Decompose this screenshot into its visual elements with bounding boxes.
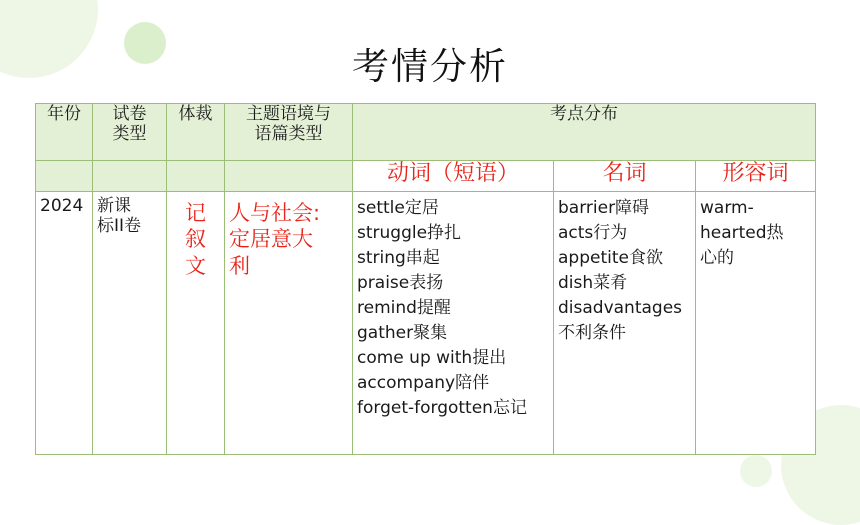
cell-paper-type bbox=[93, 192, 167, 455]
noun-item: barrier障碍 bbox=[558, 198, 650, 218]
header-year: 年份 bbox=[36, 104, 93, 161]
verb-item: gather聚集 bbox=[357, 323, 448, 343]
cell-nouns bbox=[554, 192, 696, 455]
verb-item: settle定居 bbox=[357, 198, 439, 218]
noun-item: appetite食欲 bbox=[558, 248, 663, 268]
noun-item: acts行为 bbox=[558, 223, 628, 243]
cell-genre bbox=[167, 192, 225, 455]
subheader-empty-2 bbox=[93, 161, 167, 192]
subheader-empty-3 bbox=[167, 161, 225, 192]
verb-item: accompany陪伴 bbox=[357, 373, 490, 393]
header-genre: 体裁 bbox=[167, 104, 225, 161]
verb-item: forget-forgotten忘记 bbox=[357, 398, 527, 418]
subheader-adjectives: 形容词 bbox=[696, 161, 816, 192]
verb-item: remind提醒 bbox=[357, 298, 451, 318]
adjective-item: warm- bbox=[700, 198, 754, 218]
header-theme-label: 主题语境与 语篇类型 bbox=[246, 104, 331, 145]
verb-item: praise表扬 bbox=[357, 273, 444, 293]
cell-verbs bbox=[353, 192, 554, 455]
cell-genre-text: 记 叙 文 bbox=[185, 201, 206, 278]
verb-item: string串起 bbox=[357, 248, 440, 268]
exam-analysis-table bbox=[35, 103, 816, 455]
verb-item: struggle挣扎 bbox=[357, 223, 462, 243]
adjective-item: hearted热 bbox=[700, 223, 784, 243]
cell-adjectives bbox=[696, 192, 816, 455]
header-theme bbox=[225, 104, 353, 161]
noun-item: 不利条件 bbox=[558, 323, 626, 343]
cell-paper-type-text: 新课 标II卷 bbox=[97, 196, 142, 237]
cell-theme-text: 人与社会: 定居意大 利 bbox=[229, 201, 321, 278]
cell-theme bbox=[225, 192, 353, 455]
header-paper-type bbox=[93, 104, 167, 161]
subheader-empty-4 bbox=[225, 161, 353, 192]
header-points: 考点分布 bbox=[353, 104, 816, 161]
noun-item: disadvantages bbox=[558, 298, 683, 318]
cell-year: 2024 bbox=[36, 192, 93, 455]
noun-item: dish菜肴 bbox=[558, 273, 628, 293]
header-paper-type-label: 试卷 类型 bbox=[112, 104, 147, 145]
verb-item: come up with提出 bbox=[357, 348, 507, 368]
subheader-empty-1 bbox=[36, 161, 93, 192]
page-title: 考情分析 bbox=[352, 45, 508, 88]
subheader-nouns: 名词 bbox=[554, 161, 696, 192]
subheader-verbs: 动词（短语） bbox=[353, 161, 554, 192]
adjective-item: 心的 bbox=[700, 248, 734, 268]
decor-circle-bottom-small bbox=[740, 455, 772, 487]
